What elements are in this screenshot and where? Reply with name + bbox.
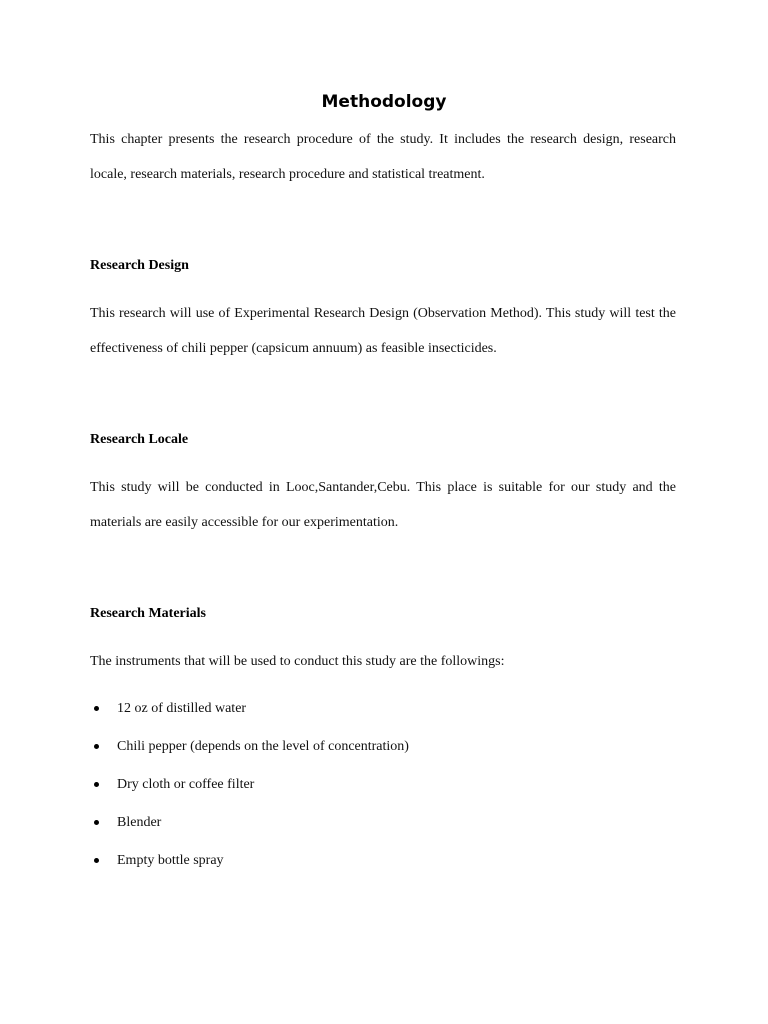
bullet-icon [94, 706, 99, 711]
intro-paragraph: This chapter presents the research procedure of the study. It includes the research design, research locale, research materials, research procedure and statistical treatment. [90, 132, 676, 182]
section-heading-research-design: Research Design [90, 258, 189, 273]
research-materials-paragraph: The instruments that will be used to conduct this study are the followings: [90, 654, 505, 669]
materials-list [90, 698, 409, 888]
document-title: Methodology [321, 92, 447, 112]
list-item-text: Blender [117, 815, 162, 830]
list-item [90, 774, 409, 812]
list-item [90, 698, 409, 736]
list-item-text: 12 oz of distilled water [117, 701, 247, 716]
bullet-icon [94, 858, 99, 863]
list-item-text: Empty bottle spray [117, 853, 224, 868]
section-heading-research-materials: Research Materials [90, 606, 206, 621]
bullet-icon [94, 782, 99, 787]
bullet-icon [94, 820, 99, 825]
bullet-icon [94, 744, 99, 749]
research-locale-paragraph: This study will be conducted in Looc,Santander,Cebu. This place is suitable for our study and the materials are easily accessible for our experimentation. [90, 480, 676, 530]
research-design-paragraph: This research will use of Experimental Research Design (Observation Method). This study will test the effectiveness of chili pepper (capsicum annuum) as feasible insecticides. [90, 306, 676, 356]
list-item [90, 736, 409, 774]
section-heading-research-locale: Research Locale [90, 432, 189, 447]
list-item [90, 850, 409, 888]
list-item-text: Dry cloth or coffee filter [117, 777, 255, 792]
list-item-text: Chili pepper (depends on the level of concentration) [117, 739, 409, 754]
list-item [90, 812, 409, 850]
